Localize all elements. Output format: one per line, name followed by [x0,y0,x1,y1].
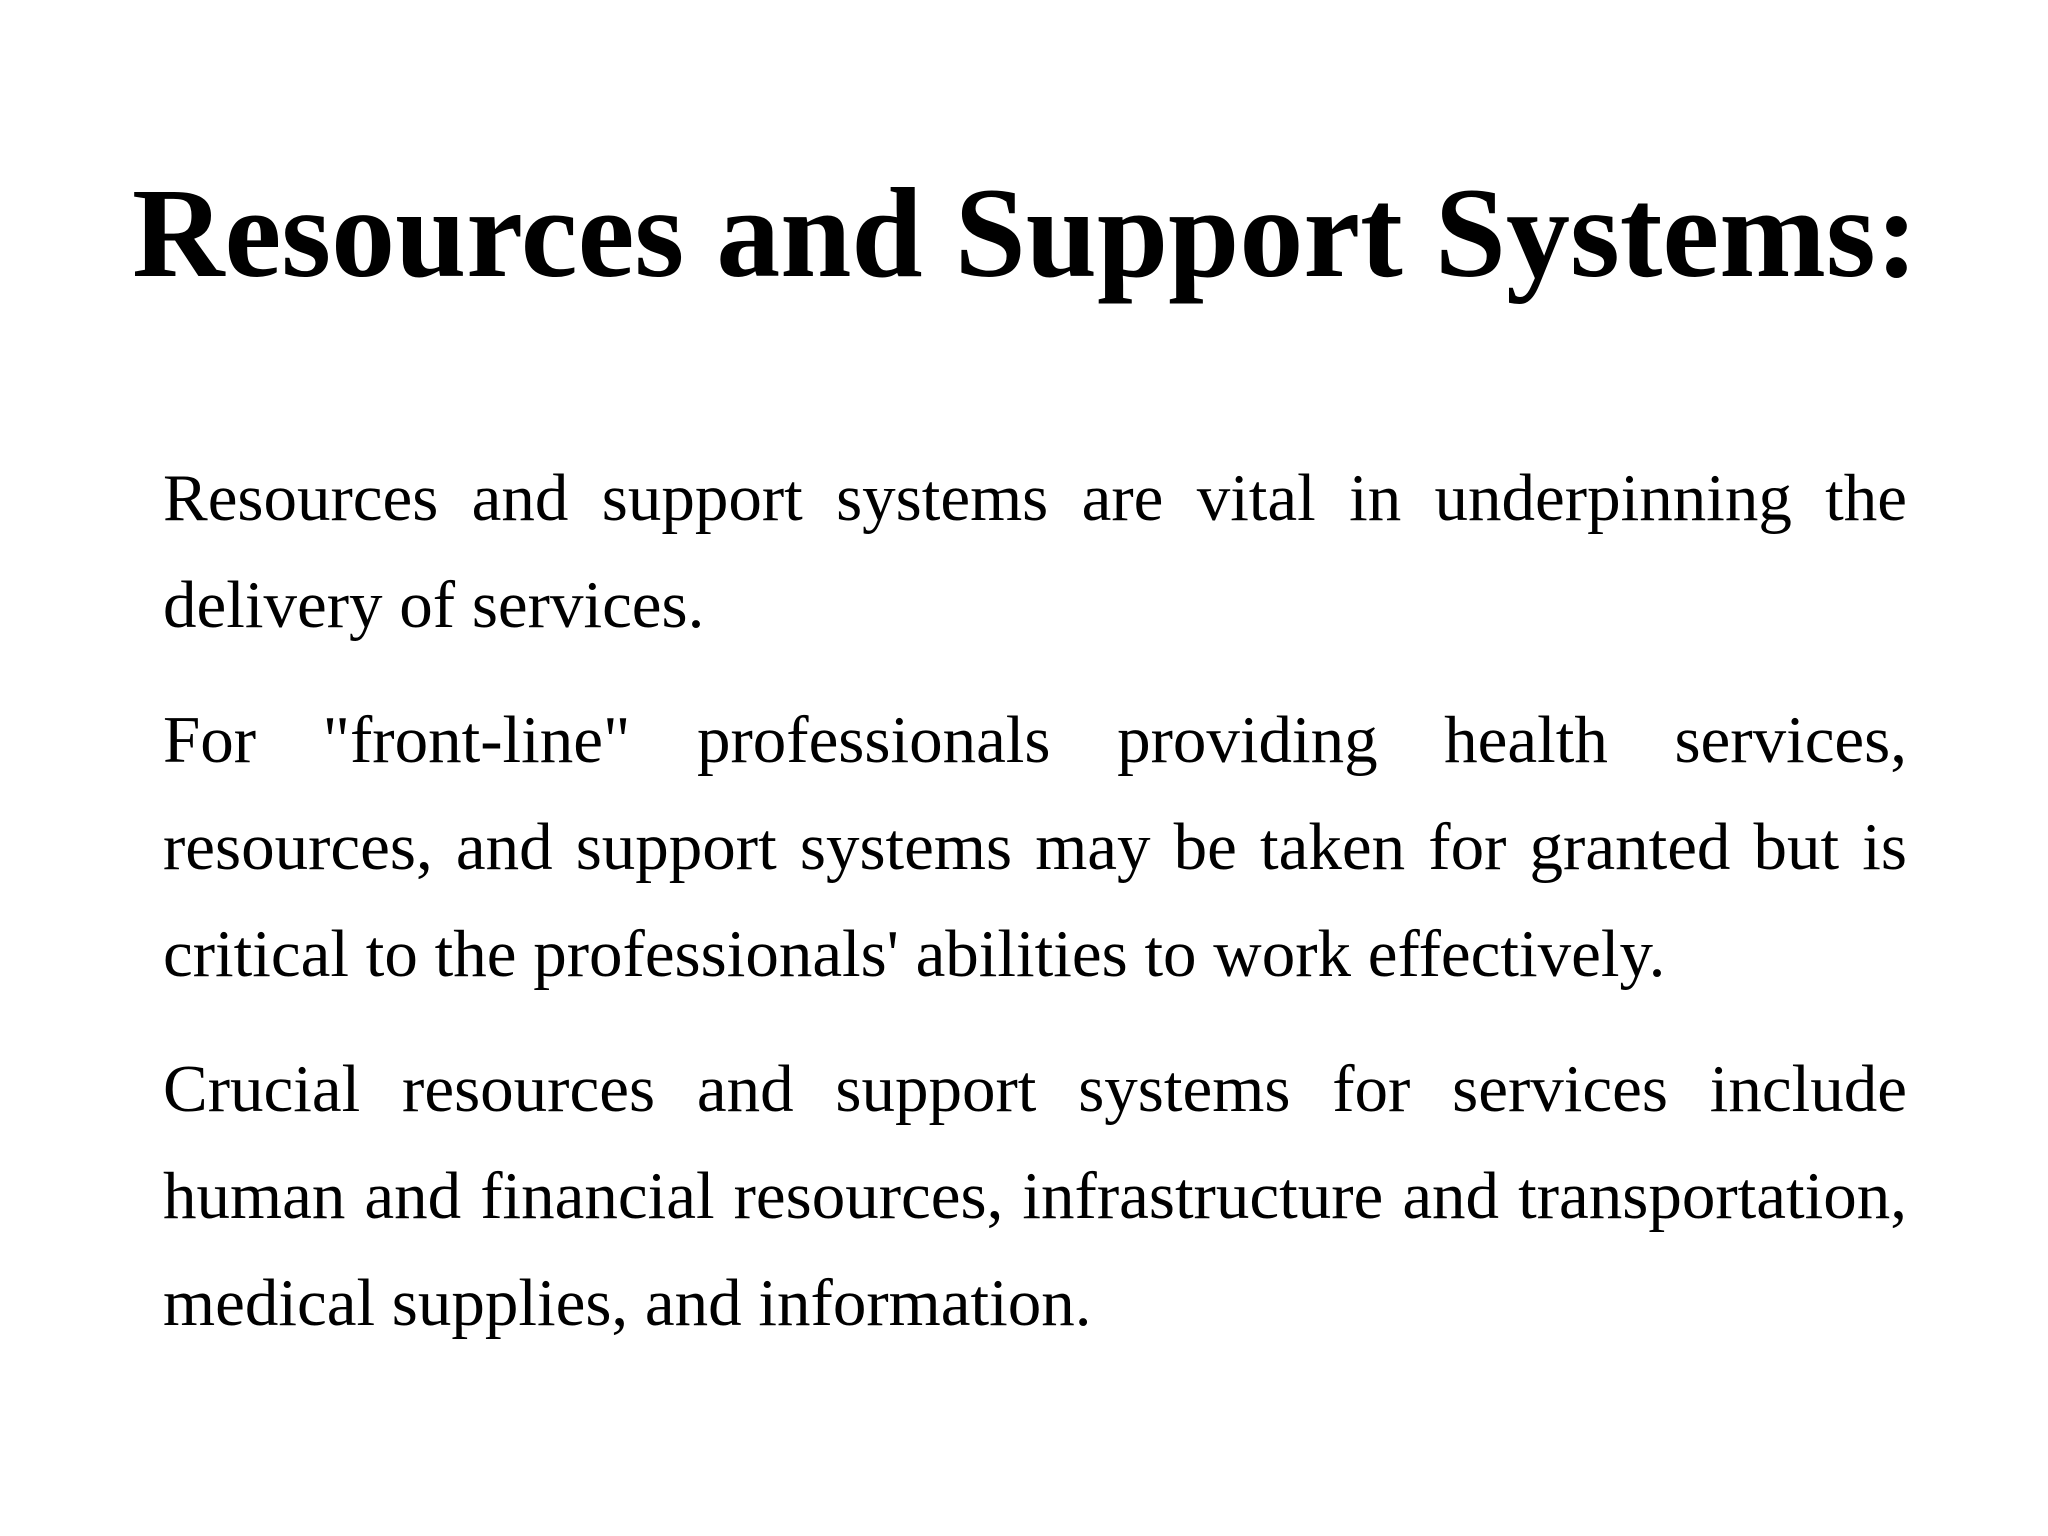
slide-title: Resources and Support Systems: [132,162,1919,304]
paragraph-intro: Resources and support systems are vital in underpinning the delivery of services. [163,461,1907,642]
slide-body [163,445,1907,1385]
paragraph-front-line: For "front-line" professionals providing health services, resources, and support systems may be taken for granted but is critical to the professionals' abilities to work effectively. [163,703,1907,991]
paragraph-crucial-resources: Crucial resources and support systems for services include human and financial resources, infrastructure and transportation, medical supplies, and information. [163,1052,1907,1340]
